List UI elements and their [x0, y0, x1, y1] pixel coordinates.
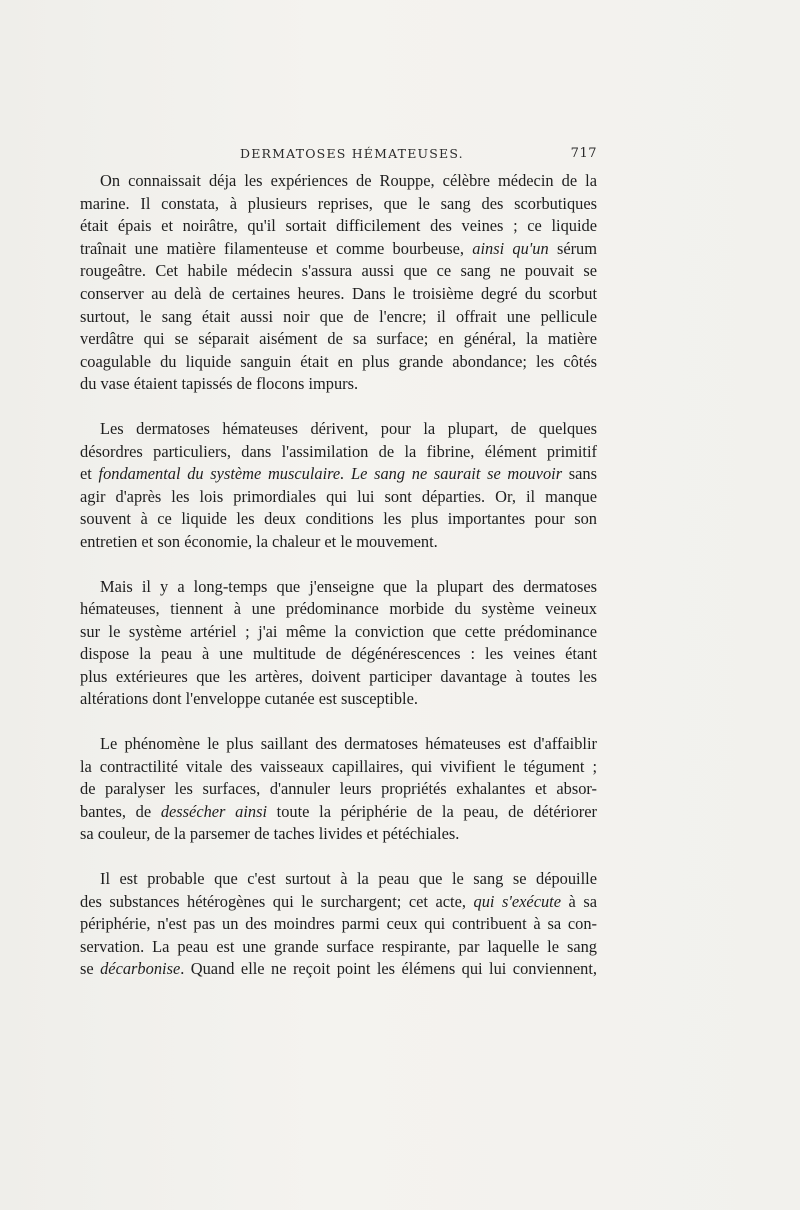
body-text	[80, 170, 597, 1003]
page-header	[80, 146, 597, 166]
text-line: surtout, le sang était aussi noir que de l'encre; il offrait une pellicule	[80, 306, 597, 326]
text-line: souvent à ce liquide les deux conditions les plus importantes pour son	[80, 509, 597, 529]
text-line: périphérie, n'est pas un des moindres parmi ceux qui contribuent à sa con-	[80, 914, 597, 934]
text-line: des substances hétérogènes qui le surchargent; cet acte, qui s'exécute à sa	[80, 891, 597, 911]
text-line: de paralyser les surfaces, d'annuler leurs propriétés exhalantes et absor-	[80, 779, 597, 799]
text-line: On connaissait déja les expériences de Rouppe, célèbre médecin de la	[100, 171, 597, 190]
paragraph-2	[80, 418, 597, 554]
paragraph-1	[80, 170, 597, 396]
paragraph-5	[80, 868, 597, 981]
running-title: DERMATOSES HÉMATEUSES.	[240, 146, 464, 161]
paragraph-4	[80, 733, 597, 846]
text-line: était épais et noirâtre, qu'il sortait difficilement des veines ; ce liquide	[80, 216, 597, 236]
page-number: 717	[570, 146, 597, 161]
text-line: se décarbonise. Quand elle ne reçoit point les élémens qui lui conviennent,	[80, 959, 597, 979]
text-line: entretien et son économie, la chaleur et le mouvement.	[80, 531, 438, 551]
text-line: servation. La peau est une grande surface respirante, par laquelle le sang	[80, 936, 597, 956]
text-line: Mais il y a long-temps que j'enseigne que la plupart des dermatoses	[100, 576, 597, 596]
text-line: la contractilité vitale des vaisseaux capillaires, qui vivifient le tégument ;	[80, 756, 597, 776]
text-line: hémateuses, tiennent à une prédominance morbide du système veineux	[80, 599, 597, 619]
text-line: agir d'après les lois primordiales qui lui sont départies. Or, il manque	[80, 486, 597, 506]
text-line: traînait une matière filamenteuse et comme bourbeuse, ainsi qu'un sérum	[80, 238, 597, 258]
text-line: Le phénomène le plus saillant des dermatoses hémateuses est d'affaiblir	[100, 734, 597, 754]
text-line: Il est probable que c'est surtout à la peau que le sang se dépouille	[100, 869, 597, 889]
text-line: du vase étaient tapissés de flocons impurs.	[80, 374, 359, 394]
text-line: marine. Il constata, à plusieurs reprises, que le sang des scorbutiques	[80, 193, 597, 213]
text-line: dispose la peau à une multitude de dégénérescences : les veines étant	[80, 644, 597, 664]
text-line: bantes, de dessécher ainsi toute la périphérie de la peau, de détériorer	[80, 801, 597, 821]
text-line: altérations dont l'enveloppe cutanée est susceptible.	[80, 689, 418, 709]
text-line: Les dermatoses hémateuses dérivent, pour la plupart, de quelques	[100, 418, 597, 438]
text-line: verdâtre qui se séparait aisément de sa surface; en général, la matière	[80, 329, 597, 349]
text-line: rougeâtre. Cet habile médecin s'assura aussi que ce sang ne pouvait se	[80, 261, 597, 281]
paragraph-3	[80, 576, 597, 712]
text-line: et fondamental du système musculaire. Le sang ne saurait se mouvoir sans	[80, 464, 598, 484]
text-line: conserver au delà de certaines heures. Dans le troisième degré du scorbut	[80, 283, 597, 303]
text-line: désordres particuliers, dans l'assimilation de la fibrine, élément primitif	[80, 441, 597, 461]
text-line: coagulable du liquide sanguin était en plus grande abondance; les côtés	[80, 351, 597, 371]
text-line: sur le système artériel ; j'ai même la conviction que cette prédominance	[80, 621, 597, 641]
text-line: sa couleur, de la parsemer de taches livides et pétéchiales.	[80, 824, 460, 844]
text-line: plus extérieures que les artères, doivent participer davantage à toutes les	[80, 666, 597, 686]
